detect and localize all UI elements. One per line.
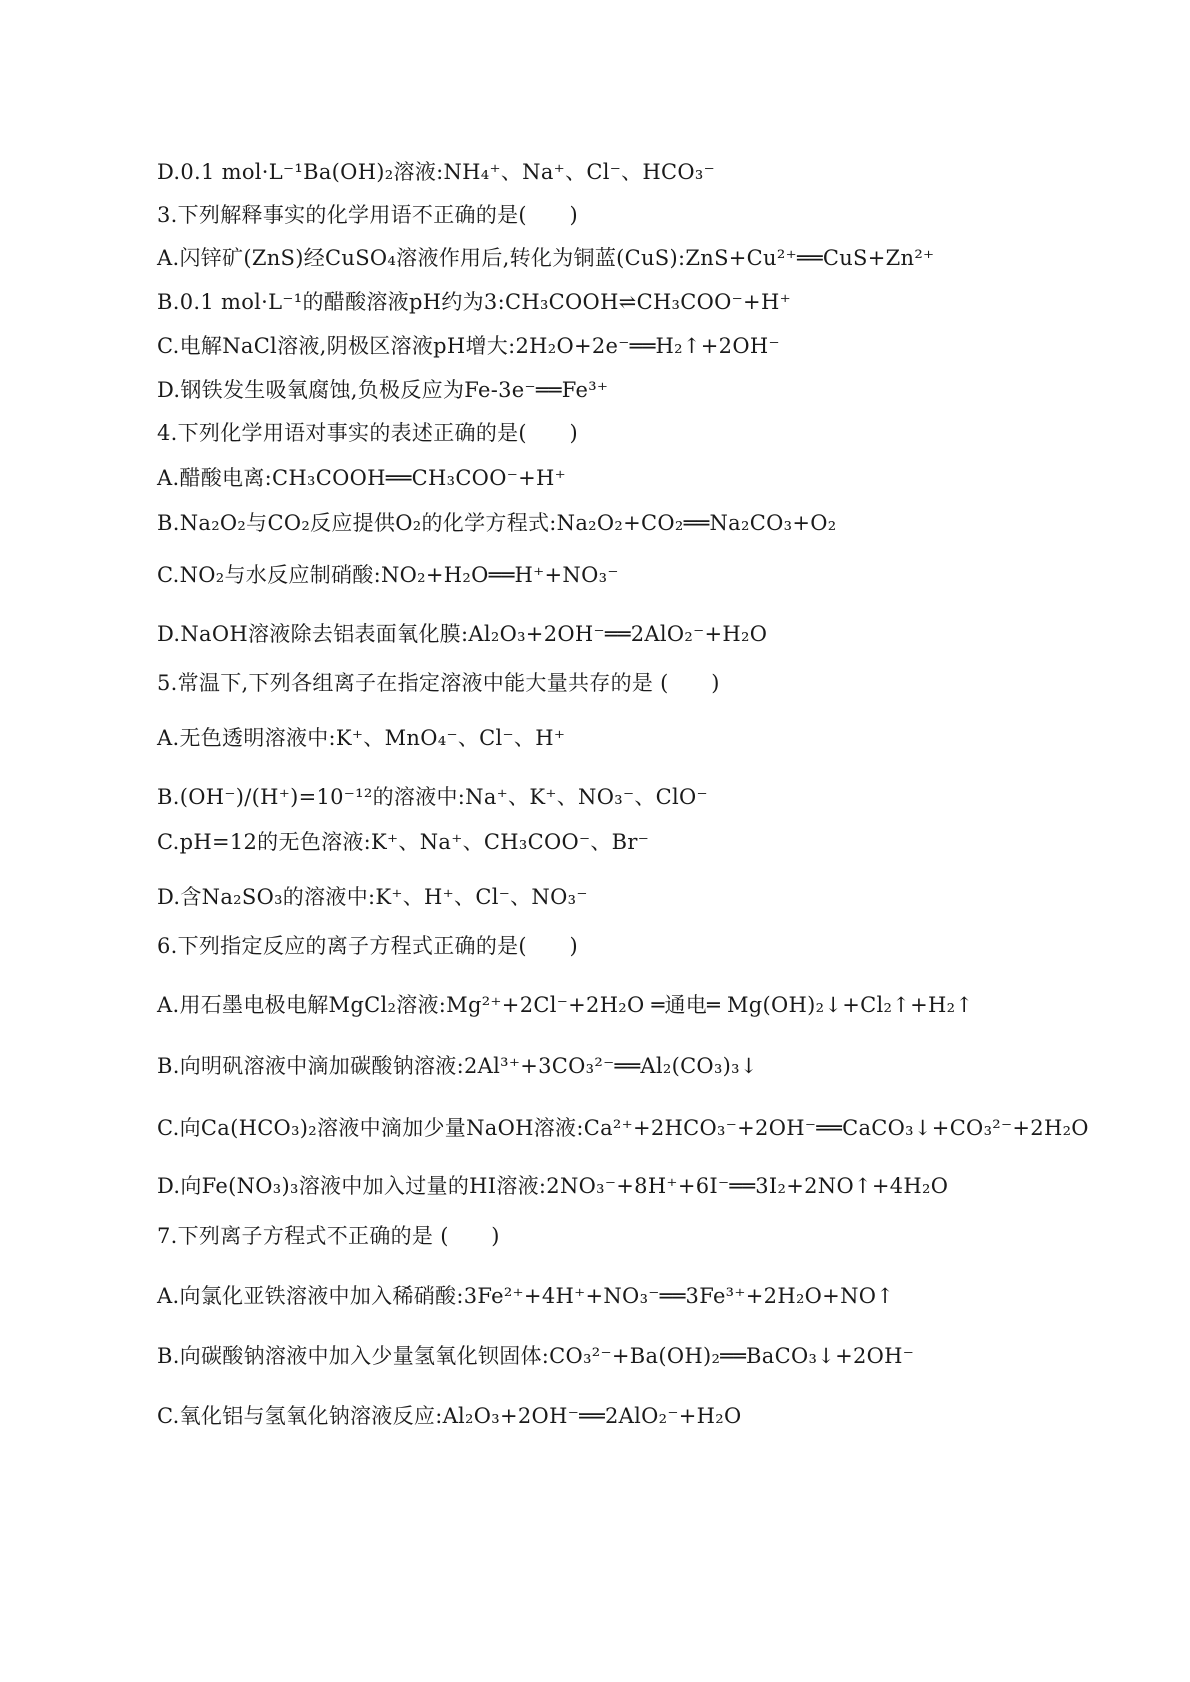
question-7-option-b: [157, 1341, 914, 1371]
line-text: A.用石墨电极电解MgCl₂溶液:Mg²⁺+2Cl⁻+2H₂O ═通电═ Mg(OH)₂↓+Cl₂↑+H₂↑: [157, 993, 974, 1017]
question-7-stem: [157, 1221, 500, 1251]
question-4-stem: [157, 418, 578, 448]
question-3-option-c: [157, 331, 780, 361]
question-3-option-b: [157, 287, 791, 317]
question-5-option-a: [157, 723, 565, 753]
line-text: D.NaOH溶液除去铝表面氧化膜:Al₂O₃+2OH⁻══2AlO₂⁻+H₂O: [157, 622, 768, 646]
line-text: 6.下列指定反应的离子方程式正确的是( ): [157, 934, 579, 958]
question-6-stem: [157, 931, 578, 961]
line-text: A.醋酸电离:CH₃COOH══CH₃COO⁻+H⁺: [157, 466, 566, 490]
line-text: D.0.1 mol·L⁻¹Ba(OH)₂溶液:NH₄⁺、Na⁺、Cl⁻、HCO₃⁻: [157, 160, 716, 184]
line-text: C.pH=12的无色溶液:K⁺、Na⁺、CH₃COO⁻、Br⁻: [157, 830, 650, 854]
line-text: 5.常温下,下列各组离子在指定溶液中能大量共存的是 ( ): [157, 671, 720, 695]
question-5-option-b: [157, 782, 708, 812]
line-text: D.含Na₂SO₃的溶液中:K⁺、H⁺、Cl⁻、NO₃⁻: [157, 885, 588, 909]
question-7-option-c: [157, 1401, 741, 1431]
line-text: A.向氯化亚铁溶液中加入稀硝酸:3Fe²⁺+4H⁺+NO₃⁻══3Fe³⁺+2H₂O+NO↑: [157, 1284, 895, 1308]
line-text: A.无色透明溶液中:K⁺、MnO₄⁻、Cl⁻、H⁺: [157, 726, 566, 750]
question-4-option-c: [157, 560, 619, 590]
line-text: D.向Fe(NO₃)₃溶液中加入过量的HI溶液:2NO₃⁻+8H⁺+6I⁻══3I₂+2NO↑+4H₂O: [157, 1174, 949, 1198]
question-7-option-a: [157, 1281, 894, 1311]
question-2-option-d: [157, 157, 715, 187]
question-4-option-a: [157, 463, 566, 493]
line-text: D.钢铁发生吸氧腐蚀,负极反应为Fe-3e⁻══Fe³⁺: [157, 378, 609, 402]
question-6-option-b: [157, 1051, 758, 1081]
line-text: 7.下列离子方程式不正确的是 ( ): [157, 1224, 500, 1248]
line-text: C.向Ca(HCO₃)₂溶液中滴加少量NaOH溶液:Ca²⁺+2HCO₃⁻+2OH⁻══CaCO₃↓+CO₃²⁻+2H₂O: [157, 1116, 1089, 1140]
question-4-option-b: [157, 508, 836, 538]
line-text: C.NO₂与水反应制硝酸:NO₂+H₂O══H⁺+NO₃⁻: [157, 563, 619, 587]
question-5-option-d: [157, 882, 588, 912]
line-text: 4.下列化学用语对事实的表述正确的是( ): [157, 421, 579, 445]
question-6-option-d: [157, 1171, 948, 1201]
line-text: B.向明矾溶液中滴加碳酸钠溶液:2Al³⁺+3CO₃²⁻══Al₂(CO₃)₃↓: [157, 1054, 758, 1078]
question-3-option-a: [157, 243, 934, 273]
question-5-option-c: [157, 827, 649, 857]
question-5-stem: [157, 668, 720, 698]
line-text: 3.下列解释事实的化学用语不正确的是( ): [157, 203, 579, 227]
question-6-option-a: [157, 990, 973, 1020]
question-6-option-c: [157, 1113, 1089, 1143]
line-text: B.Na₂O₂与CO₂反应提供O₂的化学方程式:Na₂O₂+CO₂══Na₂CO₃+O₂: [157, 511, 837, 535]
line-text: B.(OH⁻)/(H⁺)=10⁻¹²的溶液中:Na⁺、K⁺、NO₃⁻、ClO⁻: [157, 785, 708, 809]
line-text: A.闪锌矿(ZnS)经CuSO₄溶液作用后,转化为铜蓝(CuS):ZnS+Cu²⁺══CuS+Zn²⁺: [157, 246, 935, 270]
line-text: B.向碳酸钠溶液中加入少量氢氧化钡固体:CO₃²⁻+Ba(OH)₂══BaCO₃↓+2OH⁻: [157, 1344, 915, 1368]
question-3-stem: [157, 200, 578, 230]
question-3-option-d: [157, 375, 608, 405]
line-text: C.氧化铝与氢氧化钠溶液反应:Al₂O₃+2OH⁻══2AlO₂⁻+H₂O: [157, 1404, 742, 1428]
line-text: B.0.1 mol·L⁻¹的醋酸溶液pH约为3:CH₃COOH⇌CH₃COO⁻+H⁺: [157, 290, 791, 314]
line-text: C.电解NaCl溶液,阴极区溶液pH增大:2H₂O+2e⁻══H₂↑+2OH⁻: [157, 334, 780, 358]
question-4-option-d: [157, 619, 767, 649]
